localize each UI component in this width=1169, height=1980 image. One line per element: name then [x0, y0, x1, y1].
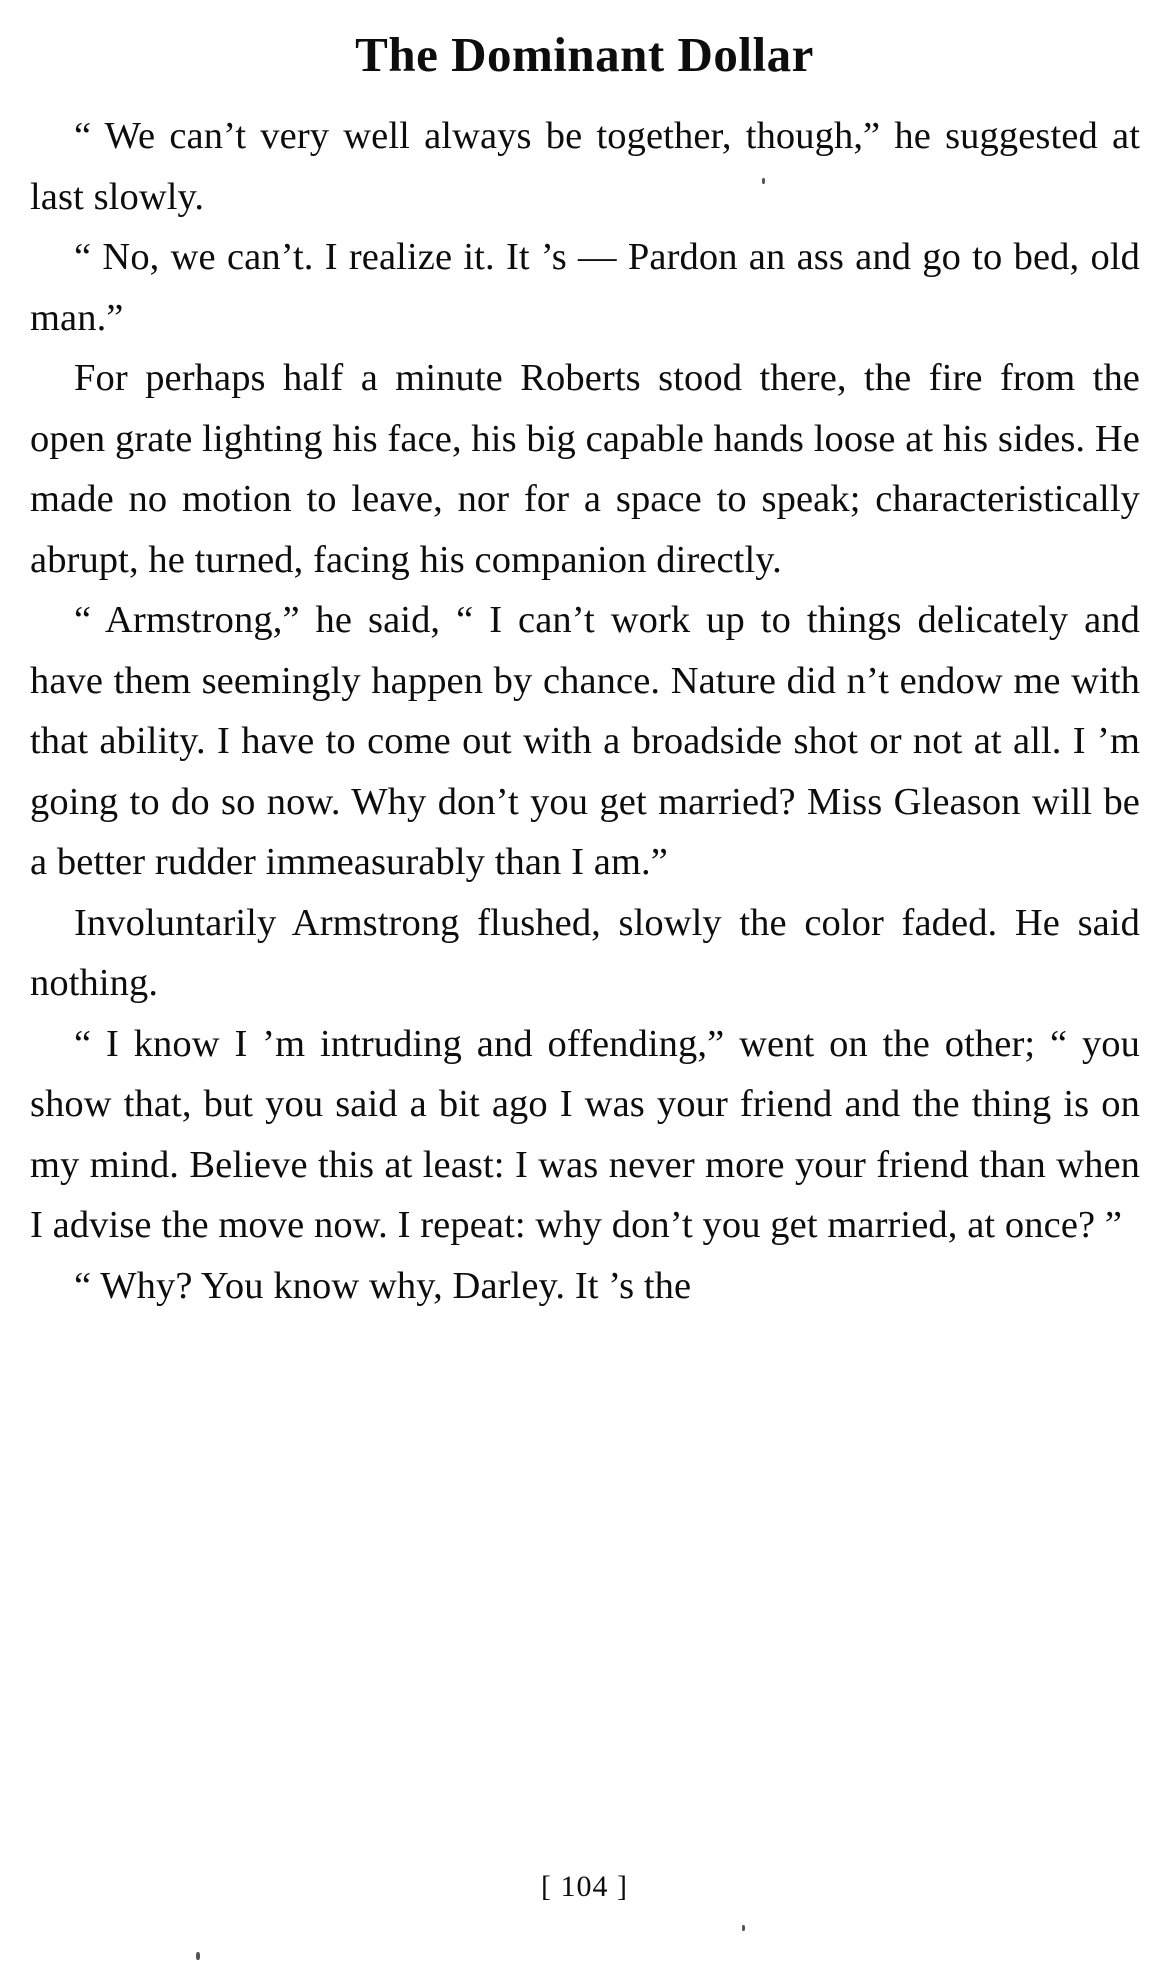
paragraph: For perhaps half a minute Roberts stood there, the fire from the open grate lighting his face, his big capable hands loose at his sides. He made no motion to leave, nor for a space to speak; characteristically abrupt, he turned, facing his companion directly. [30, 357, 1140, 581]
paragraph: Involuntarily Armstrong flushed, slowly the color faded. He said nothing. [30, 901, 1140, 1004]
page-body [30, 106, 1140, 1316]
page-number: [ 104 ] [541, 1870, 628, 1903]
page-speck [742, 1925, 745, 1931]
page-title: The Dominant Dollar [355, 27, 814, 82]
paragraph: “ Armstrong,” he said, “ I can’t work up to things delicately and have them seemingly happen by chance. Nature did n’t endow me with that ability. I have to come out with a broadside shot or not at all. I ’m going to do so now. Why don’t you get married? Miss Gleason will be a better rudder immeasurably than I am.” [30, 599, 1140, 883]
paragraph: “ Why? You know why, Darley. It ’s the [74, 1264, 692, 1307]
paragraph: “ I know I ’m intruding and offending,” went on the other; “ you show that, but you said a bit ago I was your friend and the thing is on my mind. Believe this at least: I was never more your friend than when I advise the move now. I repeat: why don’t you get married, at once? ” [30, 1022, 1140, 1246]
page-speck [762, 178, 765, 184]
paragraph: “ No, we can’t. I realize it. It ’s — Pardon an ass and go to bed, old man.” [30, 236, 1140, 339]
page-speck [196, 1952, 200, 1960]
paragraph: “ We can’t very well always be together, though,” he suggested at last slowly. [30, 115, 1140, 218]
